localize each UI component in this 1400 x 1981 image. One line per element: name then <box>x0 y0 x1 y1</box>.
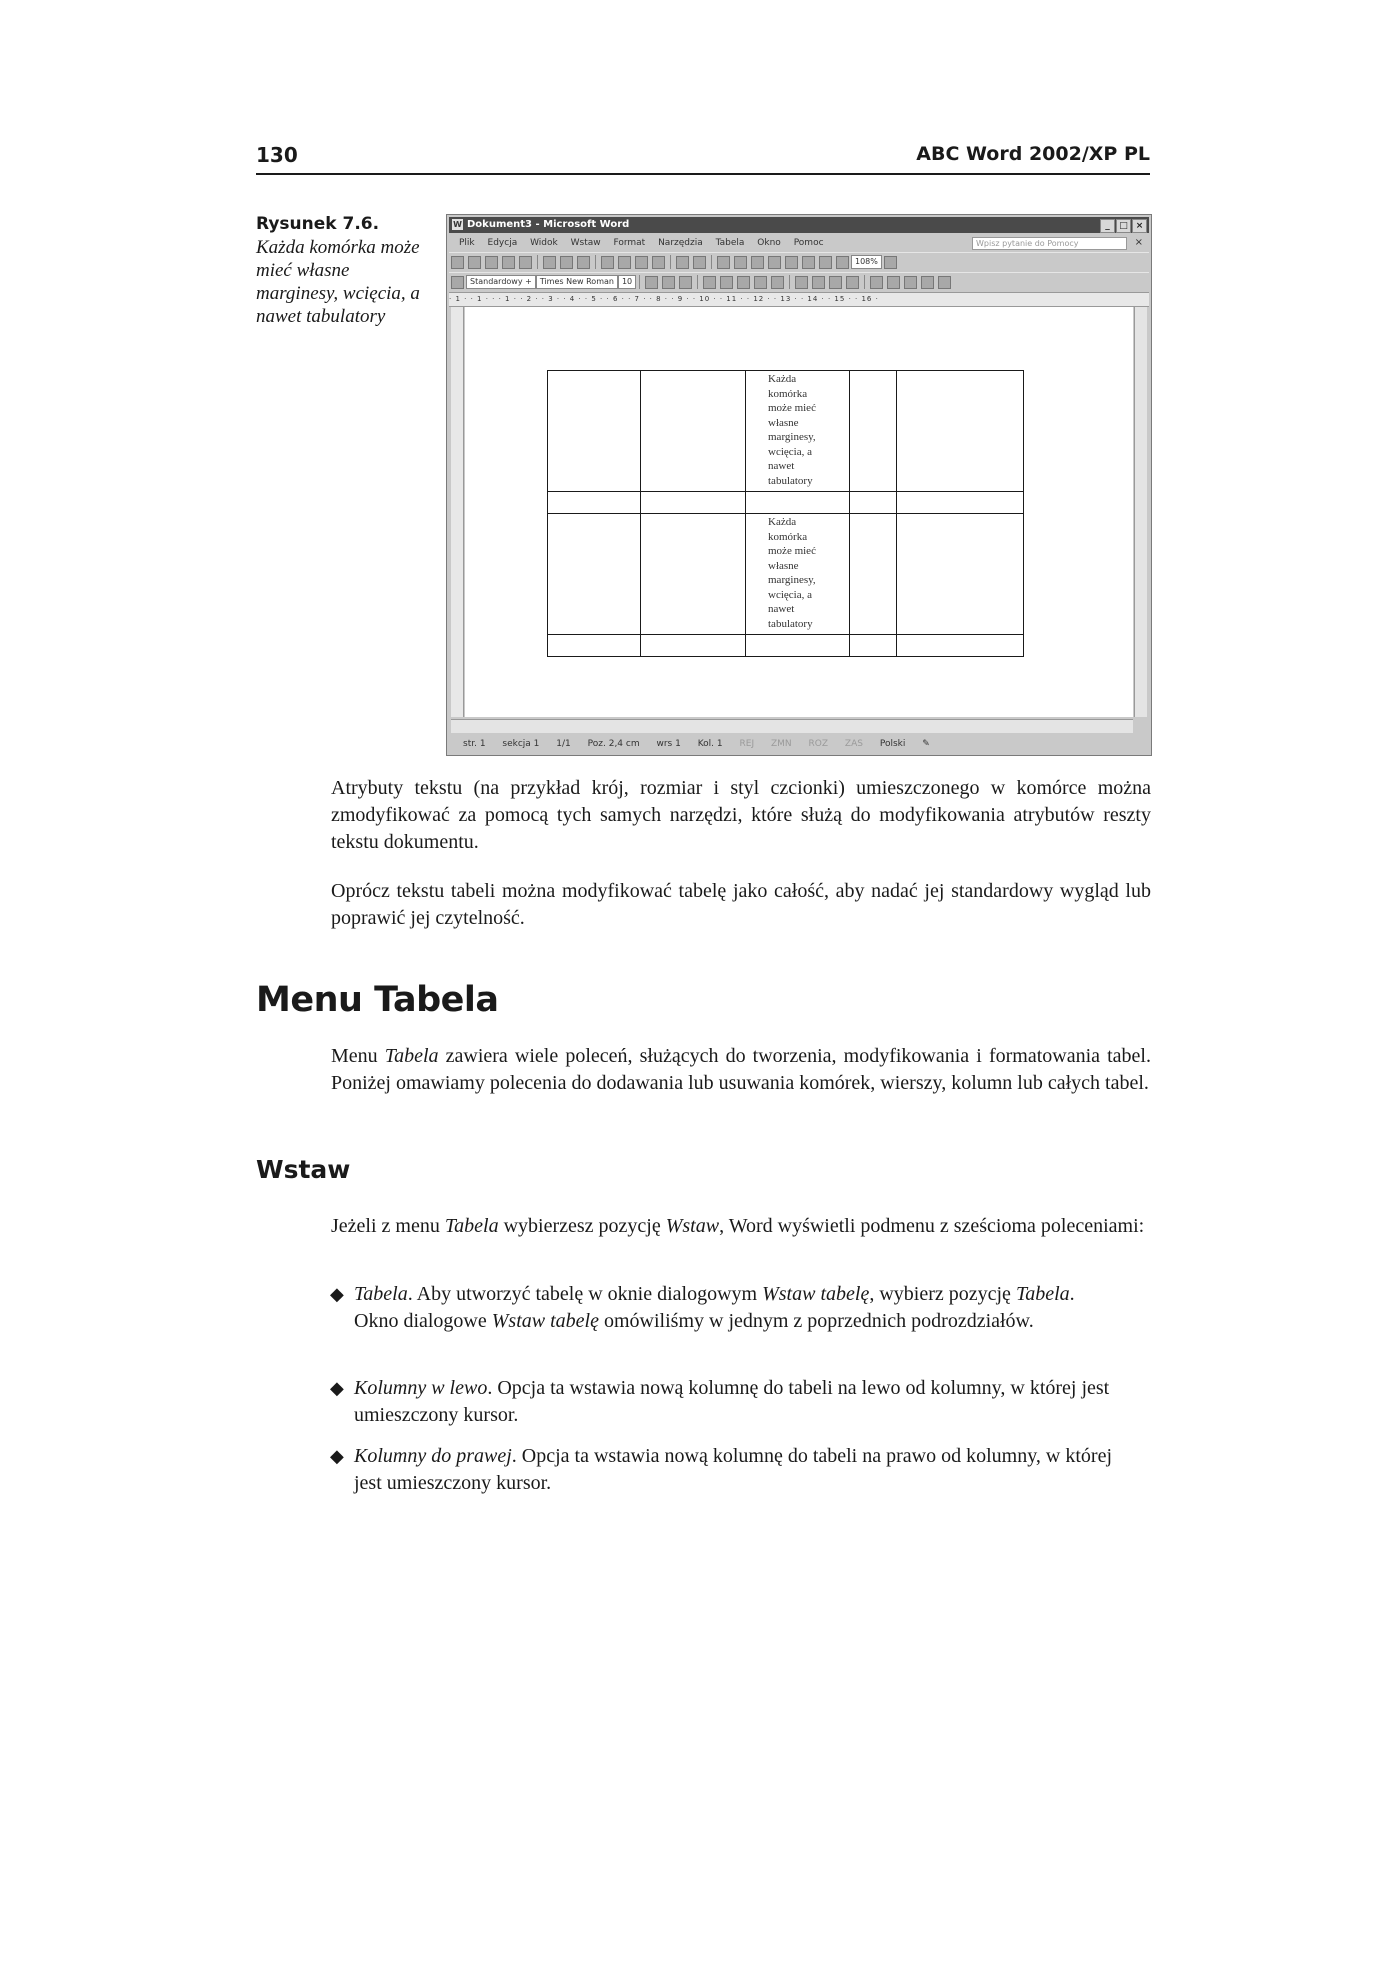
status-zmn[interactable]: ZMN <box>770 739 792 749</box>
toolbar-separator <box>670 255 671 269</box>
table-row <box>548 635 1024 657</box>
window-title: Dokument3 - Microsoft Word <box>467 219 630 230</box>
print-icon[interactable] <box>543 256 556 269</box>
subsection-heading: Wstaw <box>256 1155 351 1184</box>
toolbar-separator <box>595 255 596 269</box>
status-line: wrs 1 <box>656 739 681 749</box>
toolbar-separator <box>711 255 712 269</box>
menu-format[interactable]: Format <box>613 238 646 248</box>
bullet-item <box>330 1281 1124 1335</box>
text: , wybierz pozycję <box>869 1283 1016 1305</box>
paragraph-2: Oprócz tekstu tabeli można modyfikować tabelę jako całość, aby nadać jej standardowy wygląd lub poprawić jej czytelność. <box>331 880 1151 929</box>
bold-icon[interactable] <box>645 276 658 289</box>
table-cell[interactable] <box>641 492 746 514</box>
zoom-combo[interactable]: 108% <box>851 255 882 269</box>
table-row <box>548 371 1024 492</box>
menu-edycja[interactable]: Edycja <box>487 238 518 248</box>
statusbar <box>449 735 1149 753</box>
text-italic: Kolumny do prawej <box>354 1445 512 1467</box>
paste-icon[interactable] <box>635 256 648 269</box>
open-icon[interactable] <box>468 256 481 269</box>
text-italic: Wstaw tabelę <box>762 1283 870 1305</box>
bullet-icon: ◆ <box>330 1284 344 1304</box>
table-cell[interactable] <box>897 635 1024 657</box>
email-icon[interactable] <box>519 256 532 269</box>
show-hide-icon[interactable] <box>836 256 849 269</box>
close-document-icon[interactable]: × <box>1134 237 1143 248</box>
table-cell[interactable] <box>641 635 746 657</box>
table-cell[interactable] <box>850 492 897 514</box>
text: . Aby utworzyć tabelę w oknie dialogowym <box>407 1283 763 1305</box>
status-section: sekcja 1 <box>502 739 540 749</box>
table-cell[interactable] <box>548 635 641 657</box>
text: . Opcja ta wstawia nową kolumnę do tabeli na lewo od kolumny, w której jest umieszczony kursor. <box>354 1377 1110 1426</box>
table-cell[interactable] <box>641 514 746 635</box>
bullet-icon: ◆ <box>330 1446 344 1466</box>
styles-icon[interactable] <box>451 276 464 289</box>
text-italic: Wstaw <box>665 1215 720 1237</box>
document-table <box>547 370 1024 657</box>
spelling-icon[interactable] <box>577 256 590 269</box>
text: omówiliśmy w jednym z poprzednich podrozdziałów. <box>598 1310 1034 1332</box>
text: , Word wyświetli podmenu z sześcioma poleceniami: <box>719 1215 1145 1237</box>
running-header <box>256 143 1150 175</box>
table-cell[interactable] <box>548 371 641 492</box>
font-size-combo[interactable]: 10 <box>618 275 636 289</box>
text: . Opcja ta wstawia nową kolumnę do tabeli na prawo od kolumny, w której jest umieszczony kursor. <box>354 1445 1113 1494</box>
standard-toolbar <box>449 252 1149 271</box>
table-cell[interactable] <box>897 371 1024 492</box>
status-zas[interactable]: ZAS <box>844 739 863 749</box>
table-cell[interactable] <box>548 514 641 635</box>
menu-tabela[interactable]: Tabela <box>715 238 745 248</box>
save-icon[interactable] <box>485 256 498 269</box>
format-painter-icon[interactable] <box>652 256 665 269</box>
section-heading: Menu Tabela <box>256 980 499 1020</box>
cell-text: Każda komórka może mieć własne marginesy, wcięcia, a nawet tabulatory <box>768 516 816 630</box>
text: Jeżeli z menu <box>331 1215 445 1237</box>
bullet-icon: ◆ <box>330 1378 344 1398</box>
table-cell[interactable] <box>850 514 897 635</box>
align-center-icon[interactable] <box>720 276 733 289</box>
window-controls <box>1099 218 1147 234</box>
paragraph-3 <box>331 1043 1151 1097</box>
table-cell[interactable] <box>746 371 850 492</box>
align-left-icon[interactable] <box>703 276 716 289</box>
increase-indent-icon[interactable] <box>846 276 859 289</box>
table-cell[interactable] <box>850 371 897 492</box>
insert-table-icon[interactable] <box>751 256 764 269</box>
figure-caption-text: Każda komórka może mieć własne marginesy, wcięcia, a nawet tabulatory <box>256 237 420 327</box>
status-page: str. 1 <box>463 739 486 749</box>
horizontal-scrollbar[interactable] <box>451 719 1133 733</box>
highlight-icon[interactable] <box>887 276 900 289</box>
redo-icon[interactable] <box>693 256 706 269</box>
print-preview-icon[interactable] <box>560 256 573 269</box>
minimize-icon[interactable]: _ <box>1100 219 1115 233</box>
table-cell[interactable] <box>746 514 850 635</box>
columns-icon[interactable] <box>785 256 798 269</box>
help-search-input[interactable]: Wpisz pytanie do Pomocy <box>972 237 1127 250</box>
toolbar-separator <box>864 275 865 289</box>
copy-icon[interactable] <box>618 256 631 269</box>
text-italic: Tabela <box>384 1045 439 1067</box>
vertical-ruler[interactable] <box>451 307 464 717</box>
toolbar-separator <box>697 275 698 289</box>
font-color-icon[interactable] <box>904 276 917 289</box>
menu-pomoc[interactable]: Pomoc <box>793 238 824 248</box>
tables-borders-icon[interactable] <box>734 256 747 269</box>
menubar <box>449 235 1149 251</box>
underline-icon[interactable] <box>679 276 692 289</box>
insert-excel-icon[interactable] <box>768 256 781 269</box>
status-roz[interactable]: ROZ <box>808 739 829 749</box>
table-row <box>548 514 1024 635</box>
drawing-icon[interactable] <box>802 256 815 269</box>
menu-wstaw[interactable]: Wstaw <box>570 238 601 248</box>
text: zawiera wiele poleceń, służących do tworzenia, modyfikowania i formatowania tabel. Poniżej omawiamy polecenia do dodawania lub usuwania komórek, wierszy, kolumn lub całych tabel. <box>331 1045 1151 1094</box>
font-combo[interactable]: Times New Roman <box>536 275 618 289</box>
bullet-item <box>330 1375 1124 1429</box>
paragraph-4 <box>331 1213 1151 1240</box>
figure-caption <box>256 213 426 328</box>
figure-label: Rysunek 7.6. <box>256 214 380 234</box>
status-pages: 1/1 <box>556 739 571 749</box>
text: Menu <box>331 1045 385 1067</box>
cell-text: Każda komórka może mieć własne marginesy, wcięcia, a nawet tabulatory <box>768 373 816 487</box>
borders-icon[interactable] <box>870 276 883 289</box>
decrease-indent-icon[interactable] <box>829 276 842 289</box>
style-combo[interactable]: Standardowy + <box>466 275 536 289</box>
table-cell[interactable] <box>897 492 1024 514</box>
text-italic: Tabela <box>444 1215 499 1237</box>
toolbar-separator <box>537 255 538 269</box>
word-app-icon: W <box>453 220 462 229</box>
text-italic: Tabela <box>354 1283 408 1305</box>
text-italic: Kolumny w lewo <box>354 1377 488 1399</box>
numbering-icon[interactable] <box>795 276 808 289</box>
paragraph-1: Atrybuty tekstu (na przykład krój, rozmiar i styl czcionki) umieszczonego w komórce można zmodyfikować za pomocą tych samych narzędzi, które służą do modyfikowania atrybutów reszty tekstu dokumentu. <box>331 777 1151 853</box>
menu-okno[interactable]: Okno <box>757 238 781 248</box>
menu-narzedzia[interactable]: Narzędzia <box>658 238 703 248</box>
undo-icon[interactable] <box>676 256 689 269</box>
horizontal-ruler[interactable]: · 1 · · 1 · · · 1 · · 2 · · 3 · · 4 · · 5 · · 6 · · 7 · · 8 · · 9 · · 10 · · 11 · · 12 · · 13 · · 14 · · 15 · · 16 · <box>449 292 1149 307</box>
menu-widok[interactable]: Widok <box>530 238 558 248</box>
vertical-scrollbar[interactable] <box>1134 307 1147 717</box>
titlebar <box>449 217 1149 233</box>
hyperlink-icon[interactable] <box>717 256 730 269</box>
bullets-icon[interactable] <box>812 276 825 289</box>
align-right-icon[interactable] <box>737 276 750 289</box>
italic-icon[interactable] <box>662 276 675 289</box>
table-cell[interactable] <box>641 371 746 492</box>
table-cell[interactable] <box>897 514 1024 635</box>
close-icon[interactable]: × <box>1132 219 1147 233</box>
toolbar-separator <box>789 275 790 289</box>
table-row <box>548 492 1024 514</box>
superscript-icon[interactable] <box>921 276 934 289</box>
permission-icon[interactable] <box>502 256 515 269</box>
status-position: Poz. 2,4 cm <box>587 739 640 749</box>
text: . Okno dialogowe <box>354 1283 1075 1332</box>
bullet-item <box>330 1443 1124 1497</box>
status-language: Polski <box>879 739 906 749</box>
text-italic: Wstaw tabelę <box>491 1310 599 1332</box>
help-icon[interactable] <box>884 256 897 269</box>
table-cell[interactable] <box>746 635 850 657</box>
table-cell[interactable] <box>548 492 641 514</box>
menu-plik[interactable]: Plik <box>459 238 475 248</box>
new-document-icon[interactable] <box>451 256 464 269</box>
table-cell[interactable] <box>850 635 897 657</box>
formatting-toolbar <box>449 272 1149 291</box>
line-spacing-icon[interactable] <box>771 276 784 289</box>
book-title: ABC Word 2002/XP PL <box>916 143 1150 165</box>
document-area[interactable] <box>465 307 1133 717</box>
justify-icon[interactable] <box>754 276 767 289</box>
status-rej[interactable]: REJ <box>739 739 755 749</box>
page-number: 130 <box>256 143 298 167</box>
maximize-icon[interactable]: □ <box>1116 219 1131 233</box>
text-italic: Tabela <box>1015 1283 1070 1305</box>
toolbar-separator <box>639 275 640 289</box>
cut-icon[interactable] <box>601 256 614 269</box>
word-window-screenshot <box>446 214 1152 756</box>
document-map-icon[interactable] <box>819 256 832 269</box>
text: wybierzesz pozycję <box>498 1215 666 1237</box>
table-cell[interactable] <box>746 492 850 514</box>
spelling-status-icon[interactable]: ✎ <box>922 739 930 749</box>
equation-icon[interactable] <box>938 276 951 289</box>
status-column: Kol. 1 <box>697 739 723 749</box>
